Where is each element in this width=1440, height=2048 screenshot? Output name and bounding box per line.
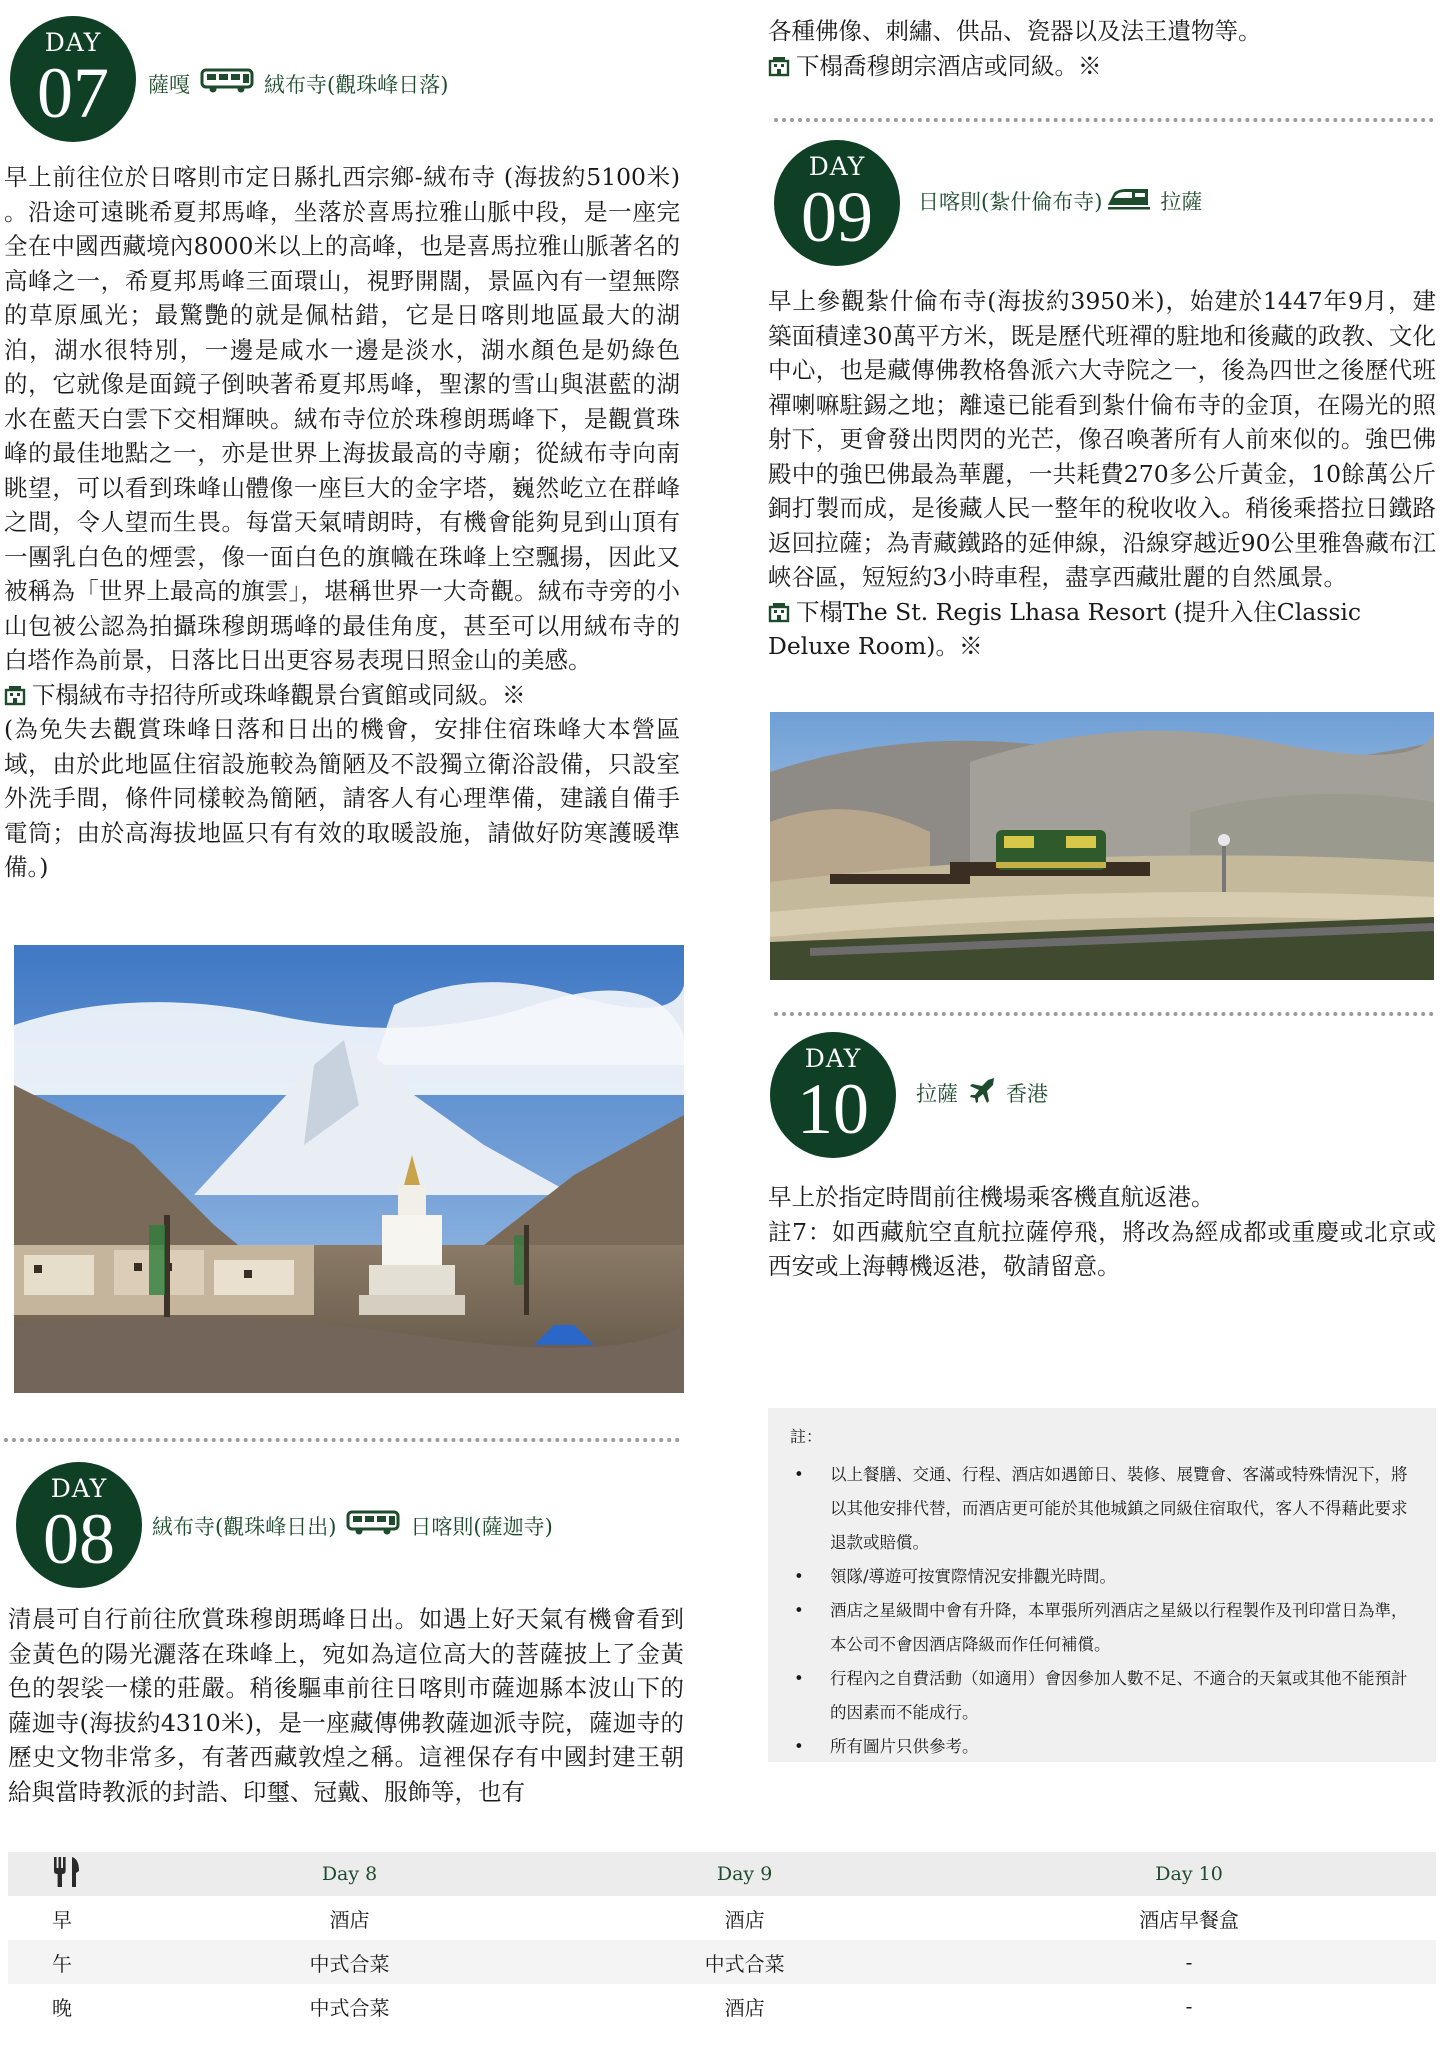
day10-badge-label: DAY xyxy=(804,1044,862,1073)
meals-row-label: 晚 xyxy=(52,1995,72,2020)
bus-icon xyxy=(346,1510,400,1541)
meals-cell: 酒店 xyxy=(329,1907,370,1932)
day08-hotel-text: 下榻喬穆朗宗酒店或同級。※ xyxy=(796,51,1102,80)
day07-paragraph: 早上前往位於日喀則市定日縣扎西宗鄉-絨布寺 (海拔約5100米) 。沿途可遠眺希夏邦馬峰，坐落於喜馬拉雅山脈中段，是一座完全在中國西藏境內8000米以上的高峰，也是喜馬拉雅山脈著名的高峰之一，希夏邦馬峰三面環山，視野開闊，景區內有一望無際的草原風光；最驚艷的就是佩枯錯，它是日喀則地區最大的湖泊，湖水很特別，一邊是咸水一邊是淡水，湖水顏色是奶綠色的，它就像是面鏡子倒映著希夏邦馬峰，聖潔的雪山與湛藍的湖水在藍天白雲下交相輝映。絨布寺位於珠穆朗瑪峰下，是觀賞珠峰的最佳地點之一，亦是世界上海拔最高的寺廟；從絨布寺向南眺望，可以看到珠峰山體像一座巨大的金字塔，巍然屹立在群峰之間，令人望而生畏。每當天氣晴朗時，有機會能夠見到山頂有一團乳白色的煙雲，像一面白色的旗幟在珠峰上空飄揚，因此又被稱為「世界上最高的旗雲」，堪稱世界一大奇觀。絨布寺旁的小山包被公認為拍攝珠穆朗瑪峰的最佳角度，甚至可以用絨布寺的白塔作為前景，日落比日出更容易表現日照金山的美感。 xyxy=(4,163,680,674)
day08-badge xyxy=(16,1462,142,1588)
day07-badge xyxy=(10,16,136,142)
meals-col-day9: Day 9 xyxy=(547,1852,942,1896)
everest-rongbuk-photo xyxy=(14,945,684,1393)
day10-route-from: 拉薩 xyxy=(916,1081,958,1106)
day08-paragraph: 清晨可自行前往欣賞珠穆朗瑪峰日出。如遇上好天氣有機會看到金黃色的陽光灑落在珠峰上，宛如為這位高大的菩薩披上了金黃色的袈裟一樣的莊嚴。稍後驅車前往日喀則市薩迦縣本波山下的薩迦寺(海拔約4310米)，是一座藏傳佛教薩迦派寺院，薩迦寺的歷史文物非常多，有著西藏敦煌之稱。這裡保存有中國封建王朝給與當時教派的封誥、印璽、冠戴、服飾等，也有 xyxy=(8,1605,684,1806)
day09-body xyxy=(768,284,1436,664)
day09-route-from: 日喀則(紮什倫布寺) xyxy=(918,190,1103,214)
bus-icon xyxy=(200,68,254,99)
hotel-icon xyxy=(4,681,26,703)
day10-note: 註7：如西藏航空直航拉薩停飛，將改為經成都或重慶或北京或西安或上海轉機返港，敬請留意。 xyxy=(768,1217,1436,1280)
day08-body xyxy=(8,1602,684,1809)
notes-box xyxy=(768,1408,1436,1762)
meals-cell: 酒店 xyxy=(724,1907,765,1932)
meals-row-label: 早 xyxy=(52,1907,72,1932)
day10-paragraph: 早上於指定時間前往機場乘客機直航返港。 xyxy=(768,1183,1215,1211)
meals-cell: 酒店 xyxy=(724,1995,765,2020)
meals-cell: 中式合菜 xyxy=(152,1940,547,1984)
meals-row-dinner xyxy=(8,1984,1436,2028)
day09-badge xyxy=(774,140,900,266)
day09-badge-label: DAY xyxy=(808,152,866,181)
day07-remark: (為免失去觀賞珠峰日落和日出的機會，安排住宿珠峰大本營區域，由於此地區住宿設施較為簡陋及不設獨立衛浴設備，只設室外洗手間，條件同樣較為簡陋，請客人有心理準備，建議自備手電筒；由於高海拔地區只有有效的取暖設施，請做好防寒護暖準備。) xyxy=(4,715,680,881)
note-item: • 所有圖片只供參考。 xyxy=(790,1730,1410,1764)
day08-badge-label: DAY xyxy=(50,1474,108,1503)
day08-continued xyxy=(768,14,1436,83)
day07-route-from: 薩嘎 xyxy=(148,72,190,97)
lhasa-railway-photo xyxy=(770,712,1434,980)
day10-badge-number: 10 xyxy=(797,1069,869,1149)
day08-hotel xyxy=(768,49,1436,84)
meals-icon-cell xyxy=(8,1852,152,1896)
divider-day08 xyxy=(4,1438,680,1442)
day08-route xyxy=(152,1510,553,1541)
day09-header xyxy=(768,140,1436,270)
meals-col-day10: Day 10 xyxy=(942,1852,1436,1896)
meals-table xyxy=(8,1852,1436,2028)
meals-cell: - xyxy=(942,1940,1436,1984)
day08-header xyxy=(4,1462,684,1592)
notes-list xyxy=(790,1458,1410,1764)
hotel-icon xyxy=(768,52,790,74)
divider-day09 xyxy=(774,118,1434,122)
day07-badge-number: 07 xyxy=(37,53,109,133)
cutlery-icon xyxy=(52,1872,82,1894)
day10-route xyxy=(916,1076,1048,1109)
note-item: • 行程內之自費活動（如適用）會因參加人數不足、不適合的天氣或其他不能預計的因素而不能成行。 xyxy=(790,1662,1410,1730)
meals-cell: 中式合菜 xyxy=(547,1940,942,1984)
day09-paragraph: 早上參觀紮什倫布寺(海拔約3950米)，始建於1447年9月，建築面積達30萬平方米，既是歷代班禪的駐地和後藏的政教、文化中心，也是藏傳佛教格魯派六大寺院之一，後為四世之後歷代班禪喇嘛駐錫之地；離遠已能看到紮什倫布寺的金頂，在陽光的照射下，更會發出閃閃的光芒，像召喚著所有人前來似的。強巴佛殿中的強巴佛最為華麗，一共耗費270多公斤黃金，10餘萬公斤銅打製而成，是後藏人民一整年的稅收收入。稍後乘搭拉日鐵路返回拉薩；為青藏鐵路的延伸線，沿線穿越近90公里雅魯藏布江峽谷區，短短約3小時車程，盡享西藏壯麗的自然風景。 xyxy=(768,287,1436,591)
day08-route-from: 絨布寺(觀珠峰日出) xyxy=(152,1514,337,1539)
day10-body xyxy=(768,1180,1436,1284)
day07-badge-label: DAY xyxy=(44,28,102,57)
day07-route-to: 絨布寺(觀珠峰日落) xyxy=(264,72,449,97)
meals-cell: 酒店早餐盒 xyxy=(1139,1907,1240,1932)
day08-route-to: 日喀則(薩迦寺) xyxy=(410,1514,553,1539)
notes-title: 註： xyxy=(790,1427,823,1446)
hotel-icon xyxy=(768,598,790,620)
day07-body xyxy=(4,160,680,885)
day09-route-to: 拉薩 xyxy=(1160,190,1203,214)
day10-header xyxy=(768,1032,1436,1162)
meals-row-breakfast xyxy=(8,1896,1436,1940)
day08-badge-number: 08 xyxy=(43,1499,115,1579)
meals-row-lunch xyxy=(8,1940,1436,1984)
meals-cell: - xyxy=(1185,1994,1193,2018)
plane-icon xyxy=(968,1076,996,1109)
day07-hotel xyxy=(4,678,680,713)
note-item: • 以上餐膳、交通、行程、酒店如遇節日、裝修、展覽會、客滿或特殊情況下，將以其他安排代替，而酒店更可能於其他城鎮之同級住宿取代，客人不得藉此要求退款或賠償。 xyxy=(790,1458,1410,1560)
note-item: • 領隊/導遊可按實際情況安排觀光時間。 xyxy=(790,1560,1410,1594)
day09-badge-number: 09 xyxy=(801,177,873,257)
day09-hotel xyxy=(768,595,1436,664)
day07-route xyxy=(148,68,448,99)
note-item: • 酒店之星級間中會有升降，本單張所列酒店之星級以行程製作及刊印當日為準，本公司不會因酒店降級而作任何補償。 xyxy=(790,1594,1410,1662)
meals-header-row xyxy=(8,1852,1436,1896)
train-icon xyxy=(1106,187,1152,216)
day08-paragraph-cont: 各種佛像、刺繡、供品、瓷器以及法王遺物等。 xyxy=(768,17,1262,45)
day10-route-to: 香港 xyxy=(1006,1081,1048,1106)
day10-badge xyxy=(770,1032,896,1158)
day09-hotel-text: 下榻The St. Regis Lhasa Resort (提升入住Classic Deluxe Room)。※ xyxy=(768,597,1362,660)
meals-col-day8: Day 8 xyxy=(152,1852,547,1896)
day09-route xyxy=(918,186,1202,216)
meals-cell: 中式合菜 xyxy=(309,1995,390,2020)
day07-hotel-text: 下榻絨布寺招待所或珠峰觀景台賓館或同級。※ xyxy=(32,680,526,709)
day07-header xyxy=(4,16,684,146)
divider-day10 xyxy=(774,1012,1434,1016)
meals-row-label: 午 xyxy=(8,1940,152,1984)
